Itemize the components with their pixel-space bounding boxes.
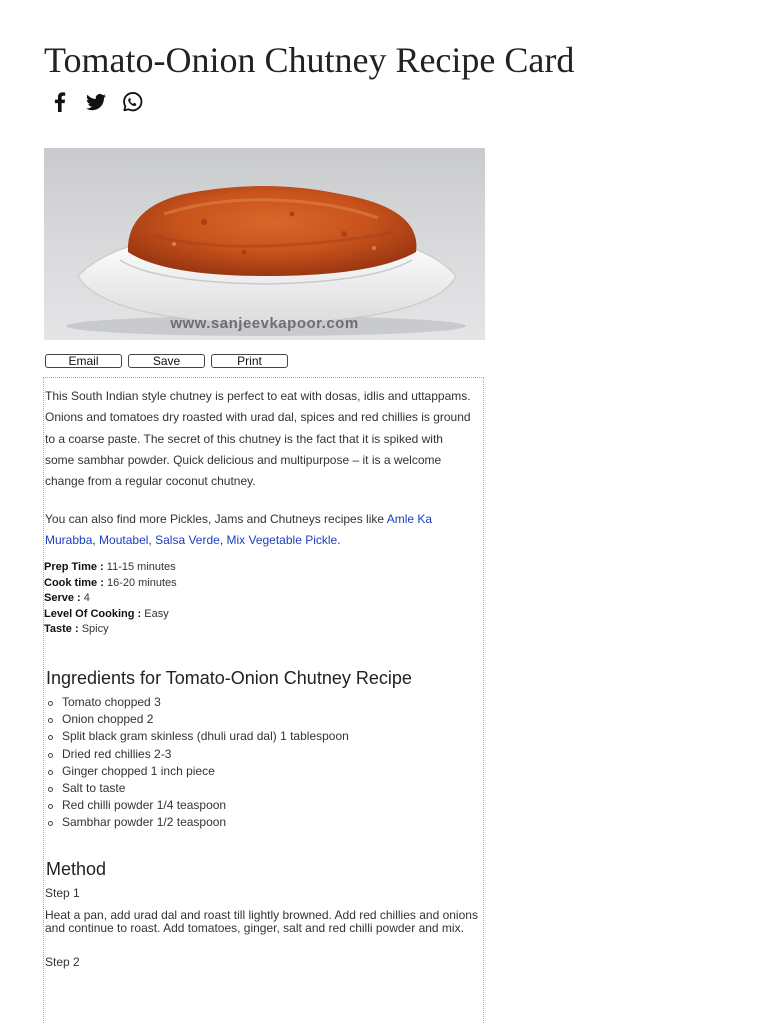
bullet-icon	[48, 770, 53, 775]
meta-label: Level Of Cooking :	[44, 607, 142, 620]
meta-value: 11-15 minutes	[106, 561, 176, 573]
method-heading: Method	[46, 859, 107, 879]
print-button[interactable]: Print	[211, 354, 288, 368]
ingredient-item	[44, 780, 349, 797]
page-title: Tomato-Onion Chutney Recipe Card	[44, 40, 575, 80]
ingredient-text: Ginger chopped 1 inch piece	[62, 763, 215, 778]
save-button[interactable]: Save	[128, 354, 205, 368]
meta-taste	[44, 622, 177, 638]
ingredient-text: Dried red chillies 2-3	[62, 746, 172, 761]
meta-label: Taste :	[44, 623, 79, 635]
related-recipes	[45, 509, 465, 551]
related-recipe-link[interactable]: Salsa Verde	[155, 533, 220, 547]
ingredient-item	[44, 746, 349, 763]
ingredient-text: Salt to taste	[62, 781, 126, 796]
link-separator: ,	[219, 533, 227, 547]
photo-watermark: www.sanjeevkapoor.com	[170, 315, 359, 332]
meta-value: Easy	[144, 607, 169, 620]
related-recipes-prefix: You can also find more Pickles, Jams and Chutneys recipes like	[45, 512, 387, 526]
recipe-photo	[44, 148, 485, 340]
meta-cook-time	[44, 576, 177, 592]
ingredient-item	[44, 694, 349, 711]
ingredient-text: Onion chopped 2	[62, 712, 154, 727]
link-separator: ,	[148, 533, 156, 547]
bullet-icon	[48, 821, 53, 826]
step-text: Heat a pan, add urad dal and roast till lightly browned. Add red chillies and onions and continue to roast. Add tomatoes, ginger, salt and red chilli powder and mix.	[45, 908, 478, 935]
ingredient-item	[44, 763, 349, 780]
related-recipe-link[interactable]: Amle Ka Murabba	[45, 512, 433, 547]
meta-serve	[44, 591, 177, 607]
step-label: Step 1	[45, 886, 80, 900]
bullet-icon	[48, 753, 53, 758]
ingredient-text: Tomato chopped 3	[62, 695, 161, 709]
link-separator: ,	[92, 533, 100, 547]
ingredients-list	[44, 694, 349, 832]
twitter-icon[interactable]	[84, 90, 108, 114]
recipe-description: This South Indian style chutney is perfect to eat with dosas, idlis and uttappams. Onions and tomatoes dry roasted with urad dal, spices and red chillies is ground to a coarse paste. The secret of this chutney is the fact that it is spiked with some sambhar powder. Quick delicious and multipurpose – it is a welcome change from a regular coconut chutney.	[45, 389, 471, 489]
meta-label: Cook time :	[44, 576, 104, 589]
related-recipe-link[interactable]: Moutabel	[99, 533, 149, 547]
bullet-icon	[48, 787, 53, 792]
meta-value: 16-20 minutes	[106, 576, 177, 589]
bullet-icon	[48, 735, 53, 740]
step-label: Step 2	[45, 955, 80, 969]
ingredient-item	[44, 711, 349, 728]
meta-prep-time	[44, 560, 177, 576]
share-bar	[48, 90, 156, 114]
related-recipes-suffix: .	[337, 533, 341, 547]
ingredient-text: Split black gram skinless (dhuli urad dal) 1 tablespoon	[62, 729, 349, 744]
ingredient-item	[44, 814, 349, 831]
meta-level	[44, 607, 177, 623]
email-button[interactable]: Email	[45, 354, 122, 368]
ingredient-text: Sambhar powder 1/2 teaspoon	[62, 815, 227, 830]
bullet-icon	[48, 701, 53, 706]
meta-value: Spicy	[81, 623, 109, 635]
meta-label: Serve :	[44, 592, 81, 604]
related-recipe-link[interactable]: Mix Vegetable Pickle	[226, 533, 338, 547]
ingredient-item	[44, 797, 349, 814]
meta-value: 4	[83, 592, 90, 604]
meta-label: Prep Time :	[44, 561, 104, 573]
recipe-content	[43, 377, 484, 1024]
recipe-meta	[44, 560, 177, 638]
bullet-icon	[48, 718, 53, 723]
ingredients-heading: Ingredients for Tomato-Onion Chutney Recipe	[46, 668, 412, 688]
whatsapp-icon[interactable]	[120, 90, 144, 114]
ingredient-item	[44, 728, 349, 745]
bullet-icon	[48, 804, 53, 809]
ingredient-text: Red chilli powder 1/4 teaspoon	[62, 798, 227, 813]
facebook-icon[interactable]	[48, 90, 72, 114]
